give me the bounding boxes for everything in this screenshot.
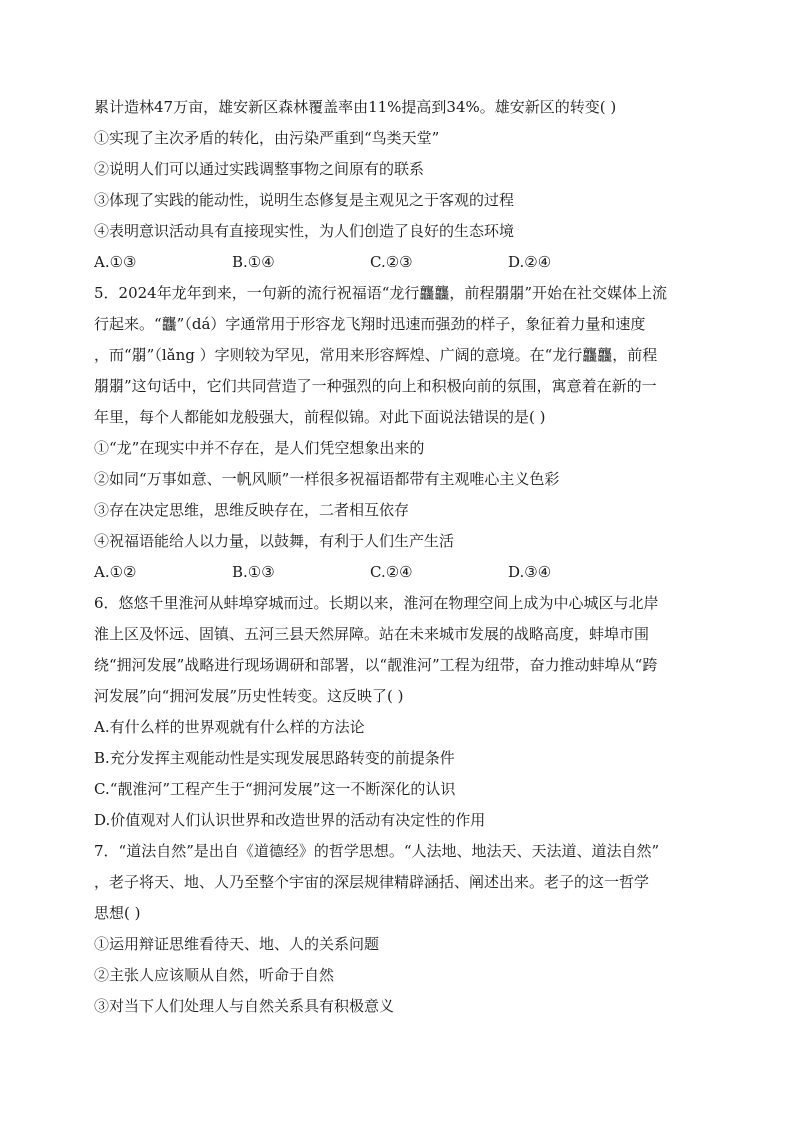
q7-statement-2: ②主张人应该顺从自然，听命于自然	[94, 966, 335, 984]
q5-statement-3: ③存在决定思维，思维反映存在，二者相互依存	[94, 501, 410, 519]
q4-option-d[interactable]: D.②④	[508, 253, 552, 271]
q6-option-a[interactable]: A.有什么样的世界观就有什么样的方法论	[94, 718, 365, 736]
q5-stem-line-4: 朤朤”这句话中，它们共同营造了一种强烈的向上和积极向前的氛围，寓意着在新的一	[94, 377, 657, 395]
q6-option-b[interactable]: B.充分发挥主观能动性是实现发展思路转变的前提条件	[94, 749, 455, 767]
q5-stem-line-1: 5．2024年龙年到来，一句新的流行祝福语“龙行龘龘，前程朤朤”开始在社交媒体上流	[94, 284, 668, 302]
q6-stem-line-4: 河发展”向“拥河发展”历史性转变。这反映了( )	[94, 687, 404, 705]
q7-statement-1: ①运用辩证思维看待天、地、人的关系问题	[94, 935, 380, 953]
q4-statement-2: ②说明人们可以通过实践调整事物之间原有的联系	[94, 160, 425, 178]
q5-option-b[interactable]: B.①③	[232, 563, 275, 581]
q5-option-a[interactable]: A.①②	[94, 563, 137, 581]
q7-stem-line-2: ，老子将天、地、人乃至整个宇宙的深层规律精辟涵括、阐述出来。老子的这一哲学	[94, 873, 650, 891]
q7-statement-3: ③对当下人们处理人与自然关系具有积极意义	[94, 997, 395, 1015]
q4-statement-4: ④表明意识活动具有直接现实性，为人们创造了良好的生态环境	[94, 222, 515, 240]
q7-stem-line-1: 7．“道法自然”是出自《道德经》的哲学思想。“人法地、地法天、天法道、道法自然”	[94, 842, 660, 860]
q5-stem-line-2: 行起来。“龘”（dá）字通常用于形容龙飞翔时迅速而强劲的样子，象征着力量和速度	[94, 315, 646, 333]
q5-statement-4: ④祝福语能给人以力量，以鼓舞，有利于人们生产生活	[94, 532, 455, 550]
q4-statement-1: ①实现了主次矛盾的转化，由污染严重到“鸟类天堂”	[94, 129, 440, 147]
q5-stem-line-3: ，而“朤”（lǎng ）字则较为罕见，常用来形容辉煌、广阔的意境。在“龙行龘龘，前程	[94, 346, 658, 364]
q4-option-b[interactable]: B.①④	[232, 253, 275, 271]
q4-stem-end: 累计造林47万亩，雄安新区森林覆盖率由11%提高到34%。雄安新区的转变( )	[94, 98, 617, 116]
q5-statement-1: ①“龙”在现实中并不存在，是人们凭空想象出来的	[94, 439, 425, 457]
q5-option-c[interactable]: C.②④	[370, 563, 413, 581]
q4-statement-3: ③体现了实践的能动性，说明生态修复是主观见之于客观的过程	[94, 191, 515, 209]
q5-options	[94, 557, 709, 588]
q6-stem-line-3: 绕“拥河发展”战略进行现场调研和部署，以“靓淮河”工程为纽带，奋力推动蚌埠从“跨	[94, 656, 658, 674]
q4-options	[94, 247, 709, 278]
q5-stem-line-5: 年里，每个人都能如龙般强大，前程似锦。对此下面说法错误的是( )	[94, 408, 546, 426]
q6-option-c[interactable]: C.“靓淮河”工程产生于“拥河发展”这一不断深化的认识	[94, 780, 456, 798]
q6-stem-line-1: 6．悠悠千里淮河从蚌埠穿城而过。长期以来，淮河在物理空间上成为中心城区与北岸	[94, 594, 659, 612]
q5-option-d[interactable]: D.③④	[508, 563, 552, 581]
q5-statement-2: ②如同“万事如意、一帆风顺”一样很多祝福语都带有主观唯心主义色彩	[94, 470, 560, 488]
exam-page	[94, 92, 709, 1022]
q7-stem-line-3: 思想( )	[94, 904, 141, 922]
q6-option-d[interactable]: D.价值观对人们认识世界和改造世界的活动有决定性的作用	[94, 811, 486, 829]
q4-option-a[interactable]: A.①③	[94, 253, 137, 271]
q6-stem-line-2: 淮上区及怀远、固镇、五河三县天然屏障。站在未来城市发展的战略高度，蚌埠市围	[94, 625, 650, 643]
q4-option-c[interactable]: C.②③	[370, 253, 413, 271]
